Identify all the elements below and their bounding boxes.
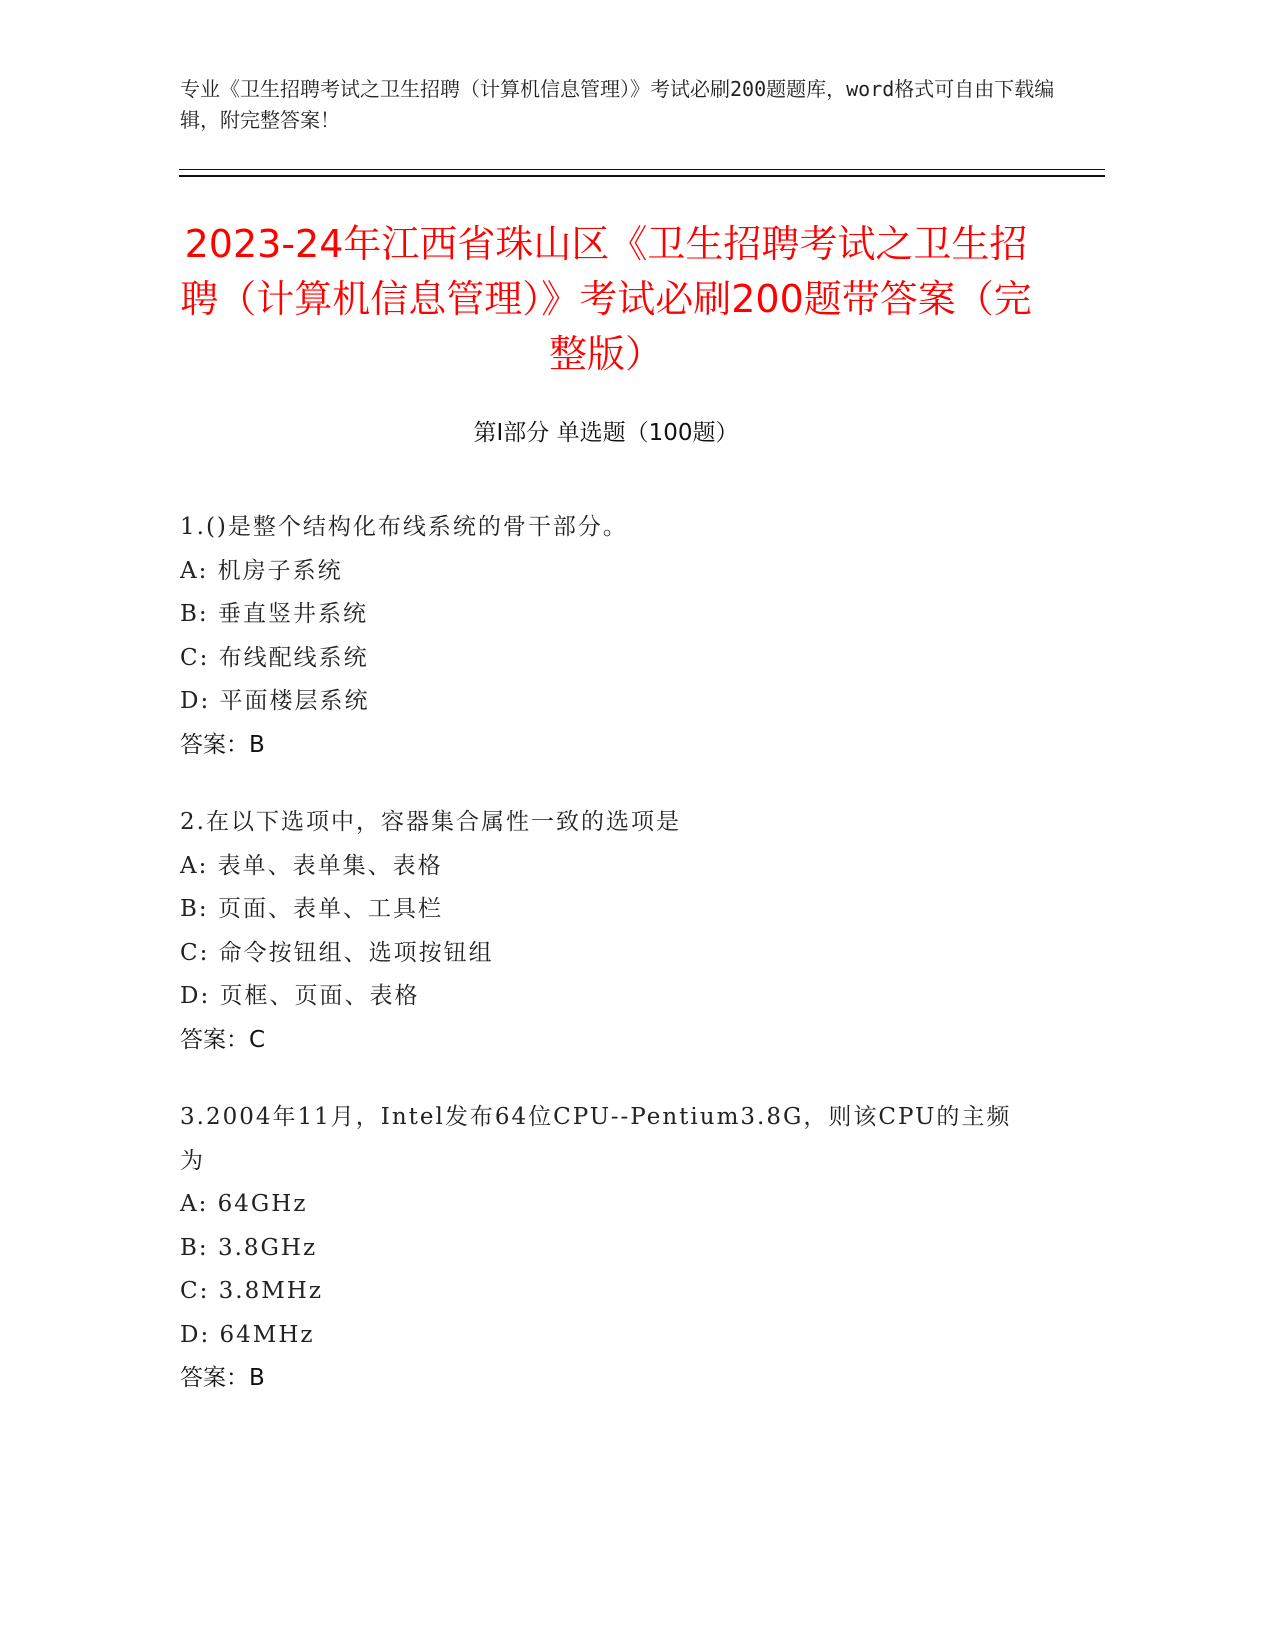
question-item [180,1096,1060,1401]
option-b: B: 3.8GHz [180,1234,318,1261]
option-d: D: 64MHz [180,1321,315,1348]
question-list [180,506,1060,1435]
question-item [180,506,1060,767]
answer-line: 答案：B [180,731,265,758]
question-item [180,801,1060,1062]
option-a: A: 64GHz [180,1191,308,1217]
document-title: 2023-24年江西省珠山区《卫生招聘考试之卫生招聘（计算机信息管理）》考试必刷200题带答案（完整版） [180,222,1032,376]
header-divider-thick [179,175,1105,177]
intro-text: 专业《卫生招聘考试之卫生招聘（计算机信息管理）》考试必刷200题题库，word格式可自由下载编辑，附完整答案！ [180,77,1055,132]
option-a: A: 表单、表单集、表格 [180,852,443,879]
option-b: B: 页面、表单、工具栏 [180,896,443,922]
section-heading: 第Ⅰ部分 单选题（100题） [473,420,739,446]
header-divider-thin [179,169,1105,170]
option-d: D: 页框、页面、表格 [180,983,420,1009]
answer-line: 答案：B [180,1365,265,1391]
question-stem: 1.()是整个结构化布线系统的骨干部分。 [180,514,628,540]
option-c: C: 命令按钮组、选项按钮组 [180,939,494,966]
option-c: C: 3.8MHz [180,1278,323,1304]
option-a: A: 机房子系统 [180,557,343,584]
question-stem: 3.2004年11月，Intel发布64位CPU--Pentium3.8G，则该CPU的主频为 [180,1104,1012,1174]
option-b: B: 垂直竖井系统 [180,601,368,627]
option-d: D: 平面楼层系统 [180,688,370,714]
option-c: C: 布线配线系统 [180,644,369,671]
question-stem: 2.在以下选项中，容器集合属性一致的选项是 [180,809,681,835]
answer-line: 答案：C [180,1026,266,1053]
